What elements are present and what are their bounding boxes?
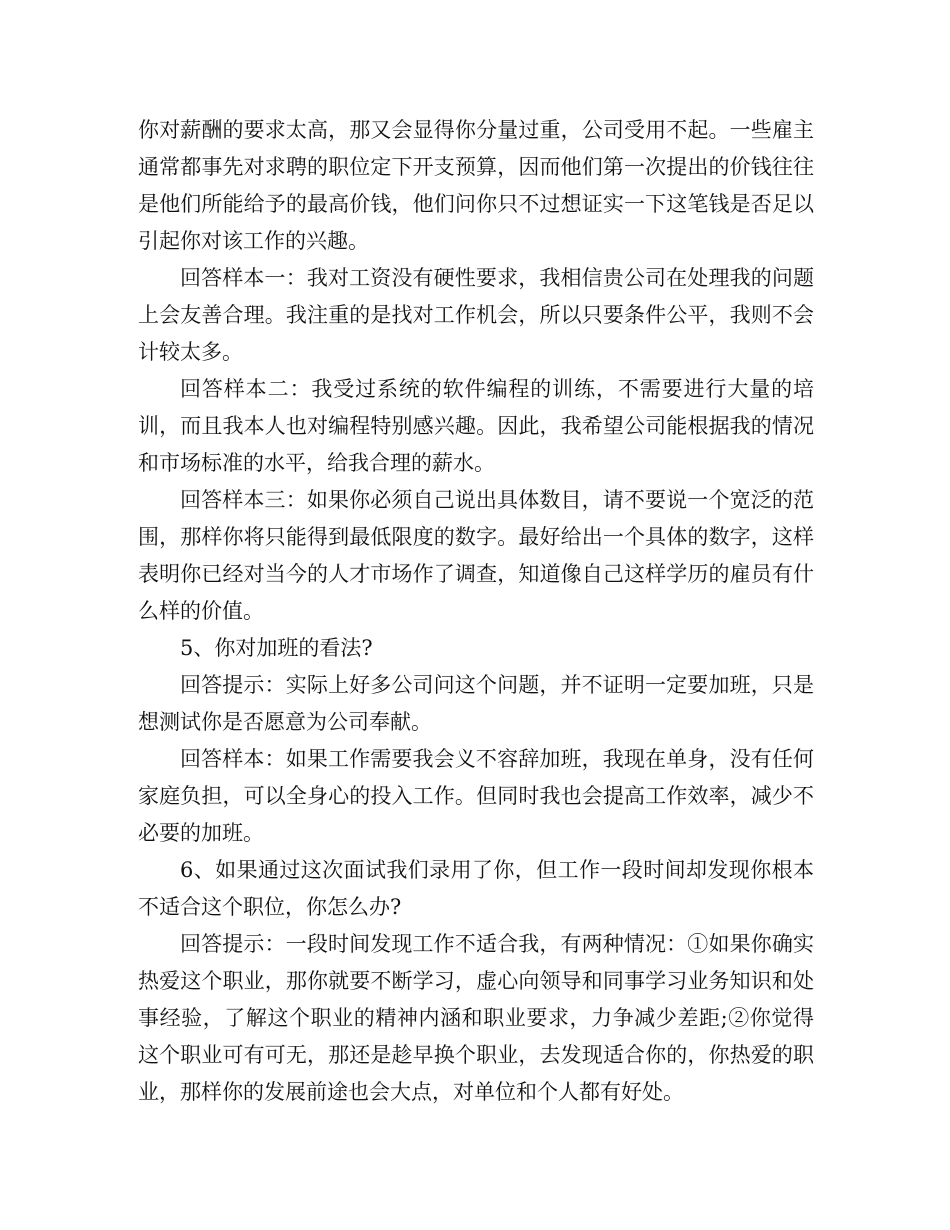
question-5-heading: 5、你对加班的看法? — [180, 636, 373, 660]
paragraph-answer-sample-2: 回答样本二：我受过系统的软件编程的训练，不需要进行大量的培训，而且我本人也对编程特别感兴趣。因此，我希望公司能根据我的情况和市场标准的水平，给我合理的薪水。 — [138, 377, 814, 475]
paragraph-answer-sample-1: 回答样本一：我对工资没有硬性要求，我相信贵公司在处理我的问题上会友善合理。我注重的是找对工作机会，所以只要条件公平，我则不会计较太多。 — [138, 266, 814, 364]
paragraph-answer-sample-3: 回答样本三：如果你必须自己说出具体数目，请不要说一个宽泛的范围，那样你将只能得到最低限度的数字。最好给出一个具体的数字，这样表明你已经对当今的人才市场作了调查，知道像自己这样学历的雇员有什么样的价值。 — [138, 488, 814, 623]
document-body — [138, 112, 814, 1111]
paragraph-salary-continuation: 你对薪酬的要求太高，那又会显得你分量过重，公司受用不起。一些雇主通常都事先对求聘的职位定下开支预算，因而他们第一次提出的价钱往往是他们所能给予的最高价钱，他们问你只不过想证实一下这笔钱是否足以引起你对该工作的兴趣。 — [138, 118, 814, 253]
paragraph-answer-hint-6: 回答提示：一段时间发现工作不适合我，有两种情况：①如果你确实热爱这个职业，那你就要不断学习，虚心向领导和同事学习业务知识和处事经验，了解这个职业的精神内涵和职业要求，力争减少差距;②你觉得这个职业可有可无，那还是趁早换个职业，去发现适合你的，你热爱的职业，那样你的发展前途也会大点，对单位和个人都有好处。 — [138, 932, 814, 1104]
paragraph-answer-sample-5: 回答样本：如果工作需要我会义不容辞加班，我现在单身，没有任何家庭负担，可以全身心的投入工作。但同时我也会提高工作效率，减少不必要的加班。 — [138, 747, 814, 845]
question-6-heading: 6、如果通过这次面试我们录用了你，但工作一段时间却发现你根本不适合这个职位，你怎么办? — [138, 858, 814, 919]
paragraph-answer-hint-5: 回答提示：实际上好多公司问这个问题，并不证明一定要加班，只是想测试你是否愿意为公司奉献。 — [138, 673, 814, 734]
